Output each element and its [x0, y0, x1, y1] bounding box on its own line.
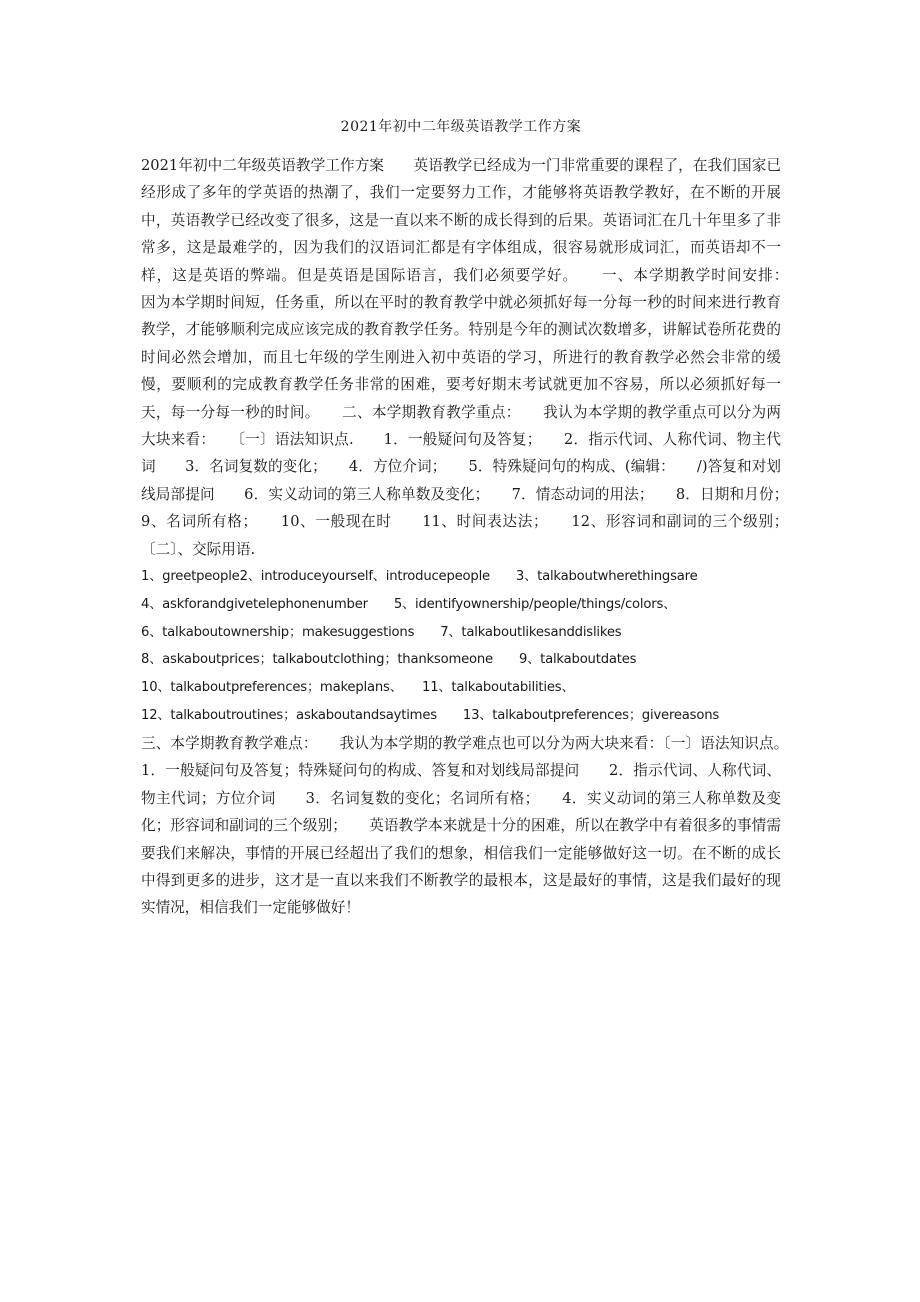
phrase-list	[141, 563, 781, 730]
closing-paragraph: 三、本学期教育教学难点： 我认为本学期的教学难点也可以分为两大块来看：〔一〕语法知识点。 1．一般疑问句及答复；特殊疑问句的构成、答复和对划线局部提问 2．指示代词、人称代词、物主代词；方位介词 3．名词复数的变化；名词所有格； 4．实义动词的第三人称单数及变化；形容词和副词的三个级别； 英语教学本来就是十分的困难，所以在教学中有着很多的事情需要我们来解决，事情的开展已经超出了我们的想象，相信我们一定能够做好这一切。在不断的成长中得到更多的进步，这才是一直以来我们不断教学的最根本，这是最好的事情，这是我们最好的现实情况，相信我们一定能够做好！	[141, 734, 811, 917]
document-title: 2021年初中二年级英语教学工作方案	[340, 119, 582, 135]
document-body	[141, 152, 811, 922]
phrase-line-4: 8、askaboutprices；talkaboutclothing；thanksomeone 9、talkaboutdates	[141, 652, 637, 668]
phrase-line-5: 10、talkaboutpreferences；makeplans、 11、talkaboutabilities、	[141, 680, 575, 696]
phrase-line-6: 12、talkaboutroutines；askaboutandsaytimes 13、talkaboutpreferences；givereasons	[141, 708, 720, 724]
document-page	[141, 0, 811, 922]
phrase-line-2: 4、askforandgivetelephonenumber 5、identifyownership/people/things/colors、	[141, 596, 677, 612]
phrase-line-3: 6、talkaboutownership；makesuggestions 7、talkaboutlikesanddislikes	[141, 624, 622, 640]
phrase-line-1: 1、greetpeople2、introduceyourself、introducepeople 3、talkaboutwherethingsare	[141, 569, 698, 585]
intro-paragraph: 2021年初中二年级英语教学工作方案 英语教学已经成为一门非常重要的课程了，在我们国家已经形成了多年的学英语的热潮了，我们一定要努力工作，才能够将英语教学教好，在不断的开展中，英语教学已经改变了很多，这是一直以来不断的成长得到的后果。英语词汇在几十年里多了非常多，这是最难学的，因为我们的汉语词汇都是有字体组成，很容易就形成词汇，而英语却不一样，这是英语的弊端。但是英语是国际语言，我们必须要学好。 一、本学期教学时间安排： 因为本学期时间短，任务重，所以在平时的教育教学中就必须抓好每一分每一秒的时间来进行教育教学，才能够顺利完成应该完成的教育教学任务。特别是今年的测试次数增多，讲解试卷所花费的时间必然会增加，而且七年级的学生刚进入初中英语的学习，所进行的教育教学必然会非常的缓慢，要顺利的完成教育教学任务非常的困难，要考好期末考试就更加不容易，所以必须抓好每一天，每一分每一秒的时间。 二、本学期教育教学重点： 我认为本学期的教学重点可以分为两大块来看： 〔一〕语法知识点. 1．一般疑问句及答复； 2．指示代词、人称代词、物主代词 3．名词复数的变化； 4．方位介词； 5．特殊疑问句的构成、(编辑： /)答复和对划线局部提问 6．实义动词的第三人称单数及变化； 7．情态动词的用法； 8．日期和月份； 9、名词所有格； 10、一般现在时 11、时间表达法； 12、形容词和副词的三个级别； 〔二〕、交际用语.	[141, 157, 811, 558]
